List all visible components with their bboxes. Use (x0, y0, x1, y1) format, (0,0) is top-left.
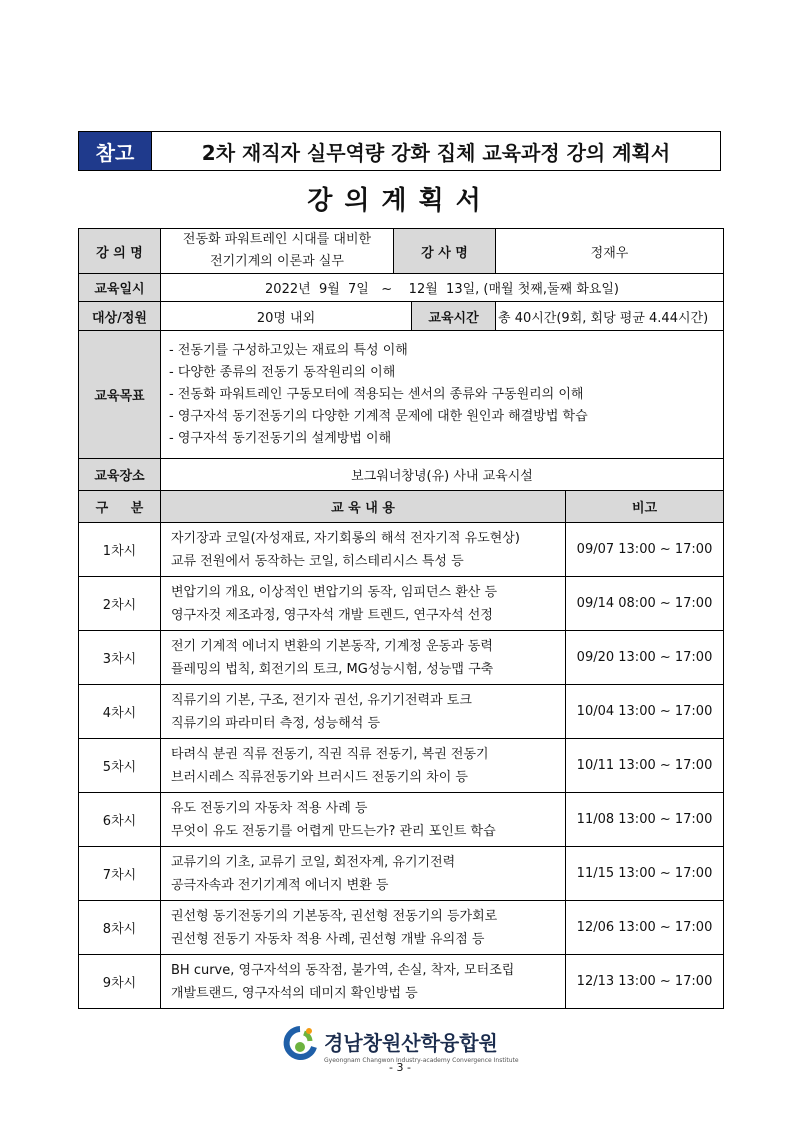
content-cell: 자기장과 코일(자성재료, 자기회롱의 해석 전자기적 유도현상) 교류 전원에서 동작하는 코일, 히스테리시스 특성 등 (161, 523, 566, 577)
goal-item: - 전동기를 구성하고있는 재료의 특성 이해 (169, 342, 408, 358)
session-header: 구 분 (79, 491, 161, 523)
table-row (79, 685, 724, 739)
content-cell: 유도 전동기의 자동차 적용 사례 등 무엇이 유도 전동기를 어렵게 만드는가? 관리 포인트 학습 (161, 793, 566, 847)
session-cell: 5차시 (79, 739, 161, 793)
remark-cell: 09/07 13:00 ~ 17:00 (566, 523, 724, 577)
content-header: 교 육 내 용 (161, 491, 566, 523)
place-value: 보그워너창녕(유) 사내 교육시설 (161, 459, 724, 491)
remark-cell: 10/04 13:00 ~ 17:00 (566, 685, 724, 739)
table-row (79, 577, 724, 631)
session-cell: 2차시 (79, 577, 161, 631)
remark-cell: 12/06 13:00 ~ 17:00 (566, 901, 724, 955)
content-cell: 전기 기계적 에너지 변환의 기본동작, 기계정 운동과 동력 플레밍의 법칙, 회전기의 토크, MG성능시험, 성능맵 구축 (161, 631, 566, 685)
course-row (79, 229, 724, 274)
session-cell: 1차시 (79, 523, 161, 577)
remark-cell: 09/20 13:00 ~ 17:00 (566, 631, 724, 685)
banner-tag: 참고 (79, 132, 151, 170)
institute-english-name: Gyeongnam Changwon Industry-academy Convergence Institute (324, 1056, 519, 1064)
goal-list (161, 331, 724, 459)
remark-cell: 12/13 13:00 ~ 17:00 (566, 955, 724, 1009)
lecture-plan-table (78, 228, 724, 1009)
target-value: 20명 내외 (161, 302, 412, 331)
course-name: 전동화 파워트레인 시대를 대비한 전기기계의 이론과 실무 (161, 229, 394, 274)
session-cell: 6차시 (79, 793, 161, 847)
goal-label: 교육목표 (79, 331, 161, 459)
period-row (79, 274, 724, 302)
institute-name: 경남창원산학융합원 (324, 1030, 498, 1055)
table-row (79, 739, 724, 793)
hours-label: 교육시간 (412, 302, 496, 331)
session-cell: 8차시 (79, 901, 161, 955)
session-cell: 3차시 (79, 631, 161, 685)
place-row (79, 459, 724, 491)
document-title: 강의계획서 (307, 186, 493, 216)
table-row (79, 523, 724, 577)
content-cell: 직류기의 기본, 구조, 전기자 권선, 유기기전력과 토크 직류기의 파라미터 측정, 성능해석 등 (161, 685, 566, 739)
table-row (79, 631, 724, 685)
banner-title: 2차 재직자 실무역량 강화 집체 교육과정 강의 계획서 (151, 132, 720, 170)
goal-item: - 영구자석 동기전동기의 설계방법 이해 (169, 430, 392, 446)
course-label: 강 의 명 (79, 229, 161, 274)
period-label: 교육일시 (79, 274, 161, 302)
target-label: 대상/정원 (79, 302, 161, 331)
content-cell: BH curve, 영구자석의 동작점, 불가역, 손실, 착자, 모터조립 개발트랜드, 영구자석의 데미지 확인방법 등 (161, 955, 566, 1009)
instructor-label: 강 사 명 (394, 229, 496, 274)
remark-cell: 11/08 13:00 ~ 17:00 (566, 793, 724, 847)
goal-row (79, 331, 724, 459)
institute-logo-icon (282, 1025, 318, 1065)
content-cell: 타려식 분권 직류 전동기, 직권 직류 전동기, 복권 전동기 브러시레스 직류전동기와 브러시드 전동기의 차이 등 (161, 739, 566, 793)
goal-item: - 영구자석 동기전동기의 다양한 기계적 문제에 대한 원인과 해결방법 학습 (169, 408, 588, 424)
goal-item: - 전동화 파워트레인 구동모터에 적용되는 센서의 종류와 구동원리의 이해 (169, 386, 584, 402)
table-row (79, 793, 724, 847)
session-cell: 9차시 (79, 955, 161, 1009)
remark-cell: 09/14 08:00 ~ 17:00 (566, 577, 724, 631)
table-row (79, 901, 724, 955)
content-cell: 변압기의 개요, 이상적인 변압기의 동작, 임피던스 환산 등 영구자것 제조과정, 영구자석 개발 트렌드, 연구자석 선정 (161, 577, 566, 631)
instructor-name: 정재우 (496, 229, 724, 274)
remark-cell: 10/11 13:00 ~ 17:00 (566, 739, 724, 793)
table-row (79, 955, 724, 1009)
table-row (79, 847, 724, 901)
reference-banner (78, 131, 721, 171)
place-label: 교육장소 (79, 459, 161, 491)
hours-value: 총 40시간(9회, 회당 평균 4.44시간) (496, 302, 724, 331)
schedule-header-row (79, 491, 724, 523)
target-row (79, 302, 724, 331)
page-number: - 3 - (389, 1061, 411, 1074)
period-value: 2022년 9월 7일 ~ 12월 13일, (매월 첫째,둘째 화요일) (161, 274, 724, 302)
session-cell: 7차시 (79, 847, 161, 901)
goal-item: - 다양한 종류의 전동기 동작원리의 이해 (169, 364, 396, 380)
content-cell: 권선형 동기전동기의 기본동작, 권선형 전동기의 등가회로 권선형 전동기 자동차 적용 사례, 권선형 개발 유의점 등 (161, 901, 566, 955)
remark-cell: 11/15 13:00 ~ 17:00 (566, 847, 724, 901)
session-cell: 4차시 (79, 685, 161, 739)
content-cell: 교류기의 기초, 교류기 코일, 회전자계, 유기기전력 공극자속과 전기기계적 에너지 변환 등 (161, 847, 566, 901)
remark-header: 비고 (566, 491, 724, 523)
